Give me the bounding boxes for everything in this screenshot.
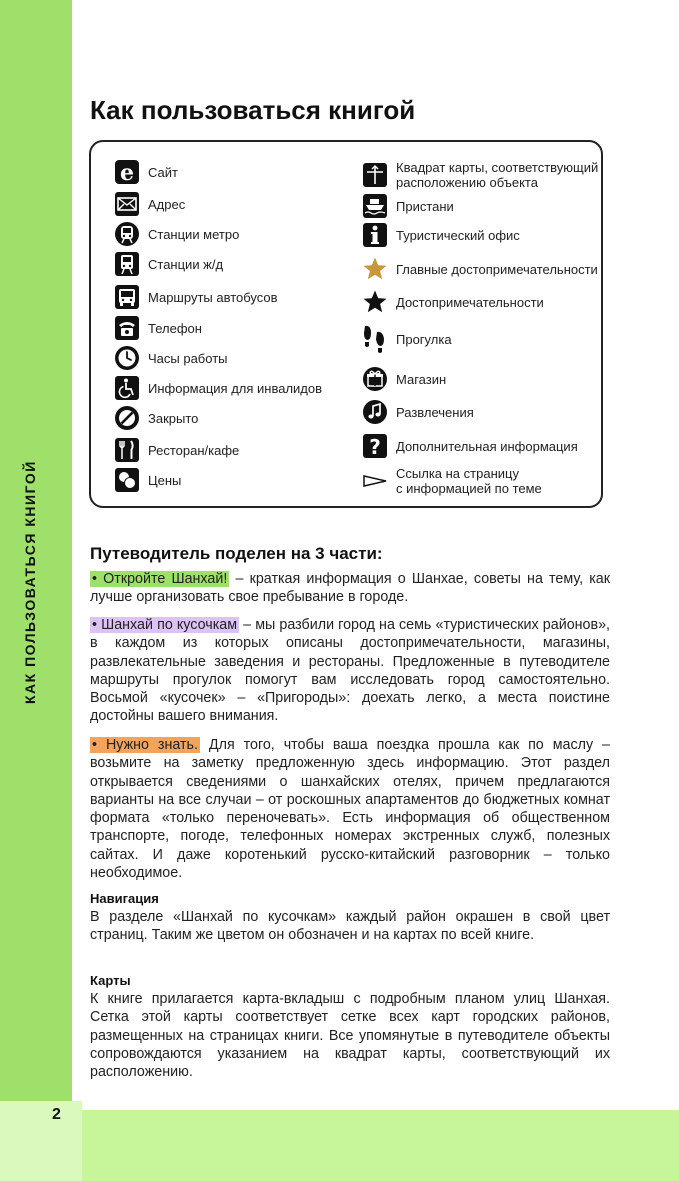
envelope-icon bbox=[114, 191, 140, 217]
legend-item-entertainment bbox=[362, 399, 474, 425]
part3-highlight: • Нужно знать. bbox=[92, 737, 198, 753]
bus-icon bbox=[114, 284, 140, 310]
ship-icon bbox=[362, 193, 388, 219]
legend-item-main-sights bbox=[362, 256, 598, 282]
legend-item-tourist-office bbox=[362, 222, 520, 248]
legend-label: Пристани bbox=[396, 198, 454, 214]
page-title: Как пользоваться книгой bbox=[90, 95, 416, 125]
part1-paragraph bbox=[90, 570, 610, 607]
legend-item-restaurant bbox=[114, 437, 239, 463]
legend-label: Развлечения bbox=[396, 404, 474, 420]
navigation-paragraph: В разделе «Шанхай по кусочкам» каждый район окрашен в свой цвет страниц. Таким же цветом он обозначен и на картах по всей книге. bbox=[90, 909, 610, 944]
page-ref-triangle-icon bbox=[362, 468, 388, 494]
question-icon bbox=[362, 433, 388, 459]
legend-label: Информация для инвалидов bbox=[148, 380, 323, 396]
svg-text:e: e bbox=[120, 160, 134, 185]
page-number: 2 bbox=[52, 1106, 61, 1123]
part3-text: Для того, чтобы ваша поездка прошла как по маслу – возьмите на заметку предложенную здесь информацию. Этот раздел открывается сведениями о шанхайских отелях, причем предлагаются варианты на все случаи – от роскошных апартаментов до бюджетных комнат формата «только переночевать». Есть информация об общественном транспорте, погоде, телефонных номерах экстренных служб, полезных сайтах. И даже коротенький русско-китайский разговорник – только необходимое. bbox=[90, 737, 610, 882]
legend-item-address bbox=[114, 191, 185, 217]
maps-paragraph: К книге прилагается карта-вкладыш с подробным планом улиц Шанхая. Сетка этой карты соответствует сетке всех карт городских районов, размещенных на страницах книги. Все упомянутые в путеводителе объекты сопровождаются указанием на квадрат карты, соответствующий их расположению. bbox=[90, 991, 610, 1081]
legend-item-website bbox=[114, 159, 178, 185]
legend-label: Станции ж/д bbox=[148, 256, 224, 272]
section-heading: Путеводитель поделен на 3 части: bbox=[90, 544, 383, 563]
legend-item-map-grid bbox=[362, 160, 598, 190]
part2-highlight: • Шанхай по кусочкам bbox=[92, 617, 238, 633]
part2-text: – мы разбили город на семь «туристических районов», в каждом из которых описаны достопримечательности, магазины, развлекательные заведения и рестораны. Предложенные в путеводителе маршруты прогулок помогут вам исследовать город самостоятельно. Восьмой «кусочек» – «Пригороды»: доехать легко, а места поистине достойны вашего внимания. bbox=[90, 617, 611, 725]
legend-item-sights bbox=[362, 289, 544, 315]
part1-highlight: • Откройте Шанхай! bbox=[92, 571, 228, 587]
phone-icon bbox=[114, 315, 140, 341]
legend-label: Дополнительная информация bbox=[396, 438, 578, 454]
legend-item-prices bbox=[114, 467, 181, 493]
music-note-icon bbox=[362, 399, 388, 425]
part1-text: – краткая информация о Шанхае, советы на тему, как лучше организовать свое пребывание в городе. bbox=[90, 571, 610, 606]
part2-paragraph bbox=[90, 616, 610, 726]
legend-label: Главные достопримечательности bbox=[396, 261, 598, 277]
legend-label: Часы работы bbox=[148, 350, 228, 366]
legend-item-phone bbox=[114, 315, 202, 341]
legend-label-line2: расположению объекта bbox=[396, 175, 538, 190]
legend-item-closed bbox=[114, 405, 198, 431]
clock-icon bbox=[114, 345, 140, 371]
map-grid-icon bbox=[362, 162, 388, 188]
metro-icon bbox=[114, 221, 140, 247]
legend-item-train bbox=[114, 251, 223, 277]
part3-paragraph bbox=[90, 736, 610, 882]
legend-label: Квадрат карты, соответствующий bbox=[396, 160, 599, 175]
page-number-box bbox=[0, 1101, 82, 1181]
legend-item-piers bbox=[362, 193, 454, 219]
legend-label: Прогулка bbox=[396, 331, 452, 347]
side-section-label: КАК ПОЛЬЗОВАТЬСЯ КНИГОЙ bbox=[22, 460, 38, 704]
gift-icon bbox=[362, 366, 388, 392]
legend-item-page-reference bbox=[362, 466, 542, 496]
legend-label: Магазин bbox=[396, 371, 447, 387]
star-icon bbox=[362, 289, 388, 315]
legend-label: Закрыто bbox=[148, 410, 199, 426]
legend-item-hours bbox=[114, 345, 228, 371]
legend-item-walk bbox=[362, 326, 452, 352]
wheelchair-icon bbox=[114, 375, 140, 401]
footprints-icon bbox=[362, 326, 388, 352]
legend-item-metro bbox=[114, 221, 239, 247]
legend-item-bus bbox=[114, 284, 278, 310]
legend-label: Телефон bbox=[148, 320, 202, 336]
legend-label: Достопримечательности bbox=[396, 294, 544, 310]
fork-knife-icon bbox=[114, 437, 140, 463]
web-e-icon bbox=[114, 159, 140, 185]
navigation-heading: Навигация bbox=[90, 891, 159, 906]
legend-label: Станции метро bbox=[148, 226, 240, 242]
train-icon bbox=[114, 251, 140, 277]
legend-label: Туристический офис bbox=[396, 227, 520, 243]
legend-label: Цены bbox=[148, 472, 182, 488]
legend-item-disabled-access bbox=[114, 375, 322, 401]
coins-icon bbox=[114, 467, 140, 493]
maps-heading: Карты bbox=[90, 973, 131, 988]
closed-icon bbox=[114, 405, 140, 431]
legend-label: Адрес bbox=[148, 196, 186, 212]
legend-label: Ссылка на страницу bbox=[396, 466, 519, 481]
legend-item-additional-info bbox=[362, 433, 578, 459]
info-icon bbox=[362, 222, 388, 248]
legend-label: Ресторан/кафе bbox=[148, 442, 240, 458]
legend-label-line2: с информацией по теме bbox=[396, 481, 542, 496]
legend-label: Маршруты автобусов bbox=[148, 289, 278, 305]
legend-label: Сайт bbox=[148, 164, 178, 180]
bottom-color-strip bbox=[82, 1110, 679, 1181]
legend-item-shop bbox=[362, 366, 446, 392]
gold-star-icon bbox=[362, 256, 388, 282]
svg-text:?: ? bbox=[369, 435, 381, 459]
